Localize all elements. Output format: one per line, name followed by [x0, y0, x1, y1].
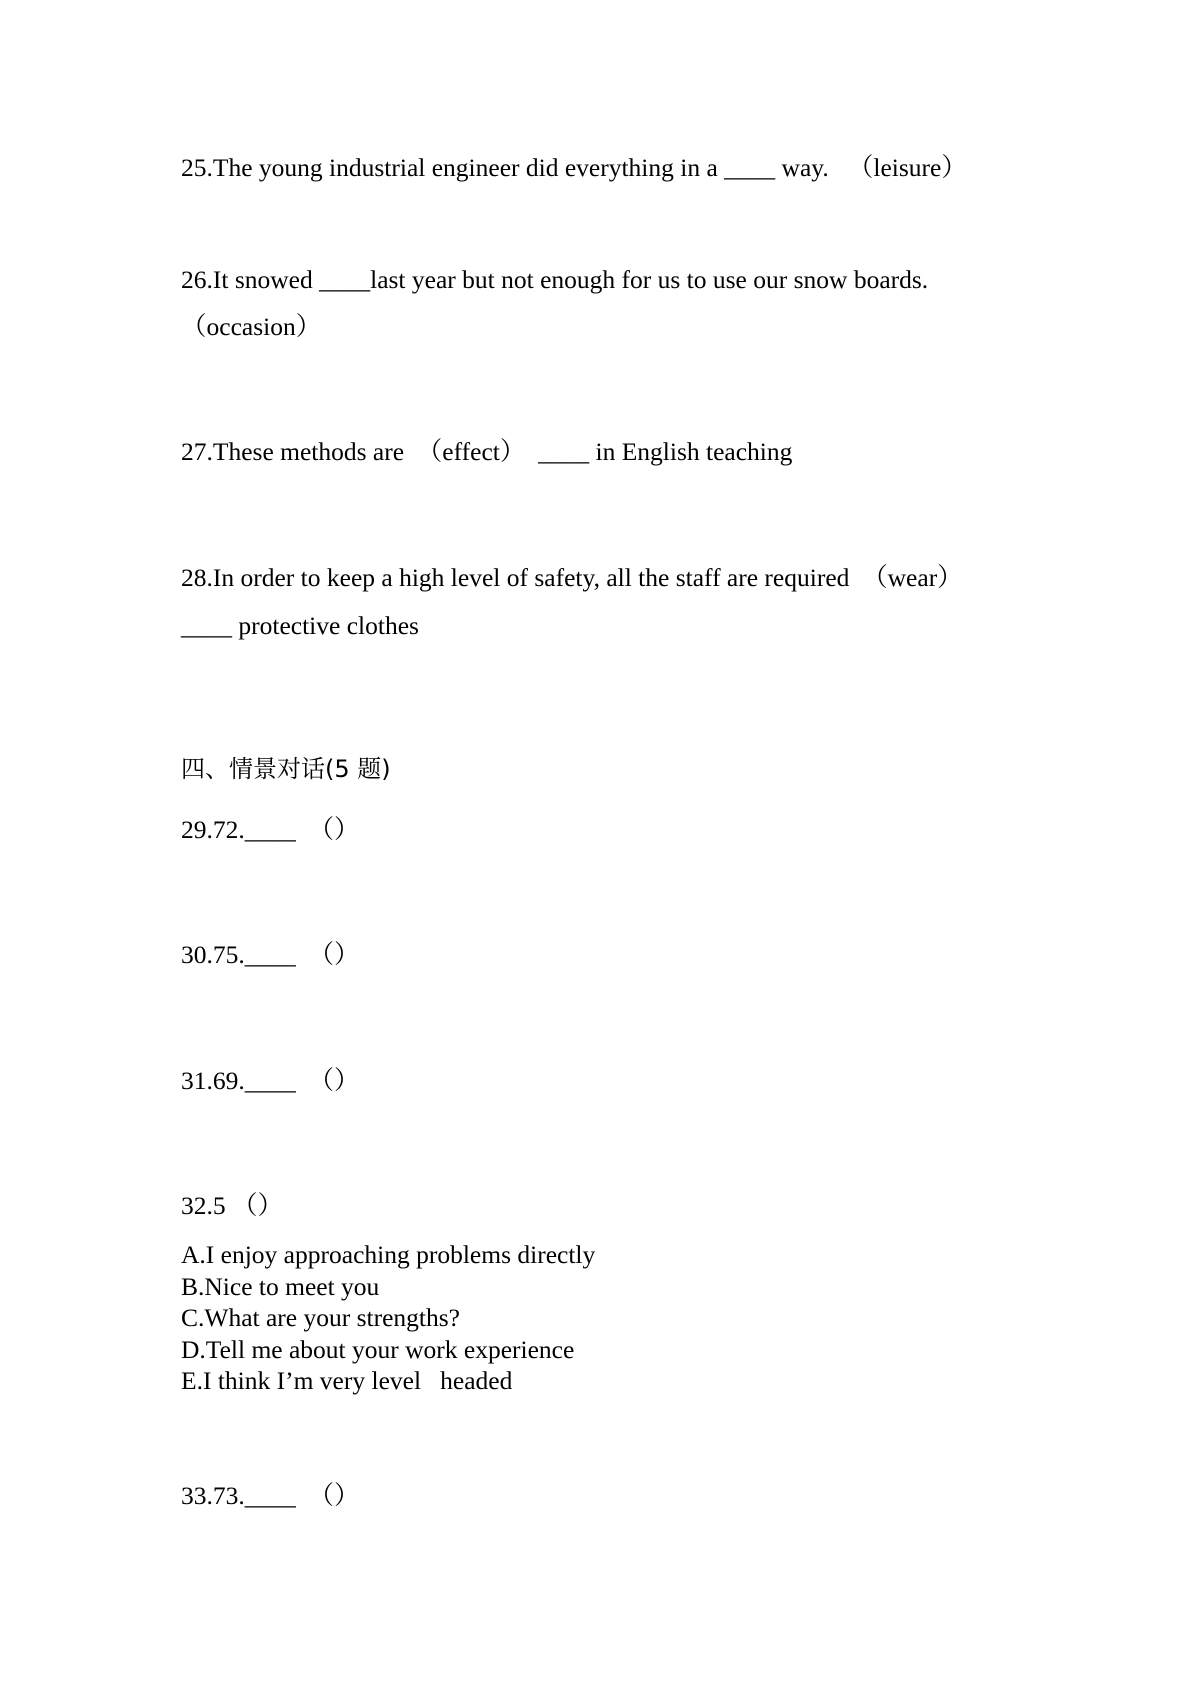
question-26-line-1: 26.It snowed ____last year but not enough for us to use our snow boards. — [181, 265, 929, 294]
question-30: 30.75.____ （） — [181, 940, 360, 969]
question-29: 29.72.____ （） — [181, 815, 360, 844]
section-4-title: 四、情景对话(5 题) — [181, 755, 391, 783]
question-26-line-2: （occasion） — [181, 312, 322, 341]
option-b: B.Nice to meet you — [181, 1272, 380, 1301]
question-31: 31.69.____ （） — [181, 1066, 360, 1095]
question-27: 27.These methods are （effect） ____ in English teaching — [181, 437, 793, 466]
question-25: 25.The young industrial engineer did everything in a ____ way. （leisure） — [181, 153, 967, 182]
option-d: D.Tell me about your work experience — [181, 1335, 575, 1364]
question-28-line-2: ____ protective clothes — [181, 611, 419, 640]
question-32: 32.5 （） — [181, 1191, 284, 1220]
option-e: E.I think I’m very level headed — [181, 1366, 513, 1395]
question-28-line-1: 28.In order to keep a high level of safety, all the staff are required （wear） — [181, 563, 963, 592]
option-a: A.I enjoy approaching problems directly — [181, 1240, 596, 1269]
option-c: C.What are your strengths? — [181, 1303, 460, 1332]
question-33: 33.73.____ （） — [181, 1481, 360, 1510]
